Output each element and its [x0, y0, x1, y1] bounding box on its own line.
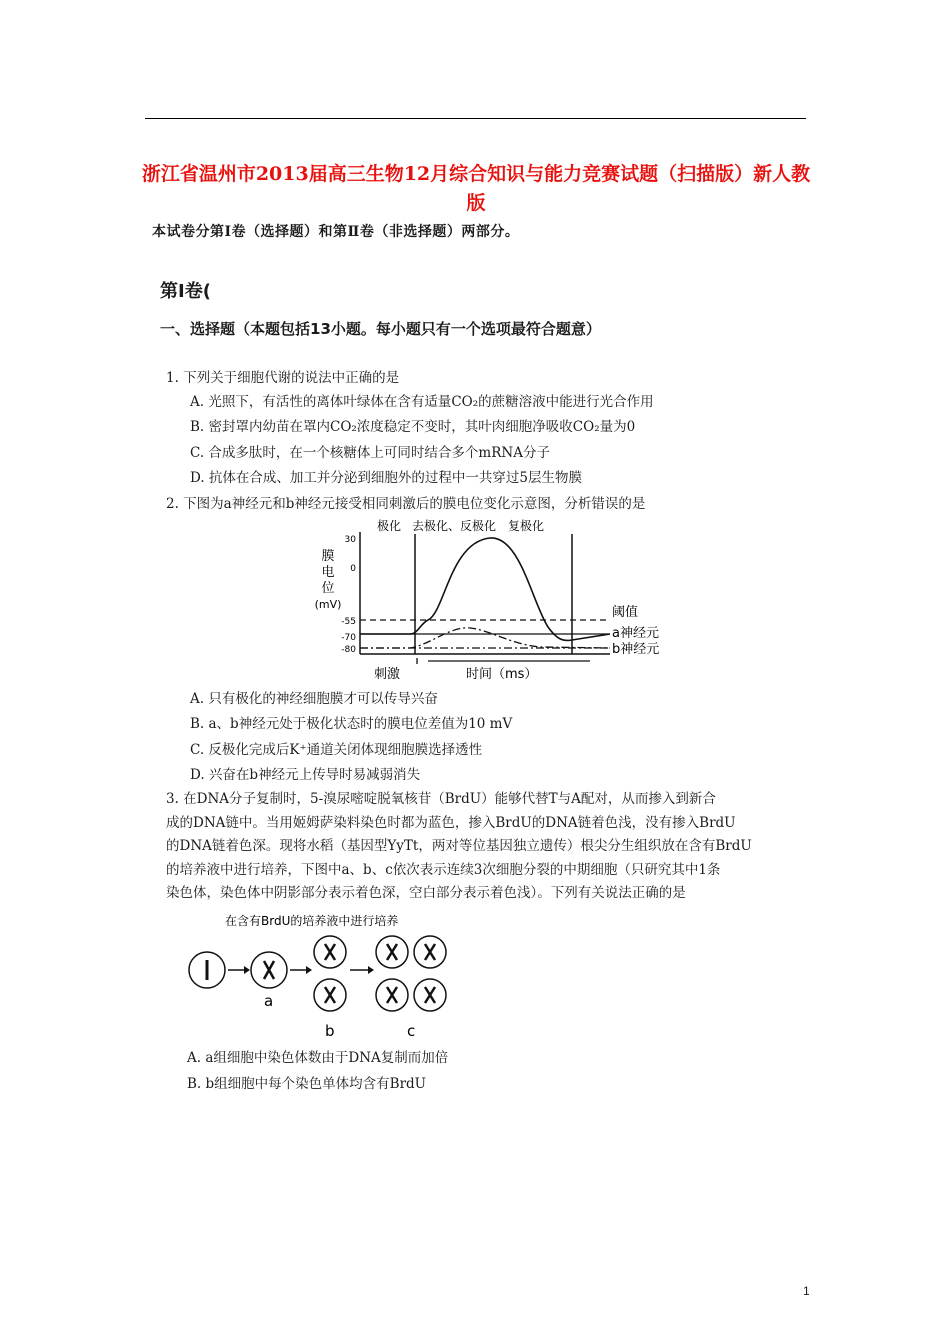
phase-label-polarization: 极化 [377, 519, 402, 533]
phase-label-repolarization: 复极化 [508, 519, 545, 533]
cell-a-chromosome [264, 961, 274, 979]
y-tick-30: 30 [344, 535, 356, 545]
x-axis-label: 时间（ms） [466, 667, 538, 682]
q3-stem-line-2: 成的DNA链中。当用姬姆萨染料染色时都为蓝色，掺入BrdU的DNA链着色浅，没有掺入BrdU [166, 814, 736, 831]
q3-stem [166, 788, 786, 906]
cell-b-top-chromosome [325, 944, 335, 960]
section-heading: 一、选择题（本题包括13小题。每小题只有一个选项最符合题意） [160, 320, 601, 338]
stimulus-label: 刺激 [374, 667, 401, 682]
cell-c-4-chromosome [425, 987, 435, 1003]
intro-text: 本试卷分第Ⅰ卷（选择题）和第Ⅱ卷（非选择题）两部分。 [152, 224, 520, 240]
y-axis-label-unit: (mV) [314, 598, 342, 611]
label-b: b [325, 1022, 335, 1040]
q3-stem-line-1: 3. 在DNA分子复制时，5-溴尿嘧啶脱氧核苷（BrdU）能够代替T与A配对，从而掺入到新合 [166, 791, 716, 807]
q1-option-d: D. 抗体在合成、加工并分泌到细胞外的过程中一共穿过5层生物膜 [190, 470, 583, 486]
q1-option-c: C. 合成多肽时，在一个核糖体上可同时结合多个mRNA分子 [190, 445, 550, 461]
cell-b-bottom-chromosome [325, 987, 335, 1003]
arrow-1-head [244, 966, 250, 974]
q3-option-b: B. b组细胞中每个染色单体均含有BrdU [187, 1076, 427, 1092]
y-axis-label-1: 膜 [321, 549, 335, 564]
q3-stem-line-5: 染色体，染色体中阴影部分表示着色深，空白部分表示着色浅）。下列有关说法正确的是 [166, 885, 686, 901]
q3-stem-line-4: 的培养液中进行培养，下图中a、b、c依次表示连续3次细胞分裂的中期细胞（只研究其中1条 [166, 861, 721, 878]
q1-option-b: B. 密封罩内幼苗在罩内CO₂浓度稳定不变时，其叶肉细胞净吸收CO₂量为0 [190, 419, 636, 435]
label-c: c [407, 1022, 416, 1040]
y-axis-label-3: 位 [321, 581, 335, 596]
document-title: 浙江省温州市2013届高三生物12月综合知识与能力竞赛试题（扫描版）新人教版 [141, 163, 811, 214]
q2-option-d: D. 兴奋在b神经元上传导时易减弱消失 [190, 767, 421, 783]
q2-option-c: C. 反极化完成后K⁺通道关闭体现细胞膜选择透性 [190, 742, 483, 758]
brdu-division-figure [180, 910, 480, 1045]
volume-heading: 第Ⅰ卷( [160, 281, 211, 302]
q3-stem-line-3: 的DNA链着色深。现将水稻（基因型YyTt，两对等位基因独立遗传）根尖分生组织放在含有BrdU [166, 838, 752, 854]
cell-c-2-chromosome [425, 944, 435, 960]
cell-c-3-chromosome [387, 987, 397, 1003]
arrow-2-head [306, 966, 312, 974]
membrane-potential-chart [300, 512, 690, 682]
label-a: a [264, 992, 274, 1010]
y-tick-55: -55 [341, 617, 356, 627]
phase-label-depolarization: 去极化、反极化 [412, 519, 497, 533]
q3-option-a: A. a组细胞中染色体数由于DNA复制而加倍 [187, 1050, 449, 1066]
q1-option-a: A. 光照下，有活性的离体叶绿体在含有适量CO₂的蔗糖溶液中能进行光合作用 [190, 394, 654, 410]
series-label-a: a神经元 [612, 626, 659, 641]
brdu-caption: 在含有BrdU的培养液中进行培养 [225, 914, 399, 928]
header-rule [145, 118, 806, 119]
q1-stem: 1. 下列关于细胞代谢的说法中正确的是 [166, 370, 400, 386]
y-tick-0: 0 [350, 564, 356, 574]
y-tick-80: -80 [341, 645, 356, 655]
q2-option-a: A. 只有极化的神经细胞膜才可以传导兴奋 [190, 691, 438, 707]
series-label-b: b神经元 [612, 642, 660, 657]
q2-stem: 2. 下图为a神经元和b神经元接受相同刺激后的膜电位变化示意图，分析错误的是 [166, 496, 646, 512]
page-number: 1 [803, 1284, 810, 1298]
cell-c-1-chromosome [387, 944, 397, 960]
threshold-label: 阈值 [612, 605, 639, 620]
arrow-3-head [368, 966, 374, 974]
y-axis-label-2: 电 [321, 565, 335, 580]
q2-option-b: B. a、b神经元处于极化状态时的膜电位差值为10 mV [190, 716, 513, 732]
y-tick-70: -70 [341, 633, 356, 643]
